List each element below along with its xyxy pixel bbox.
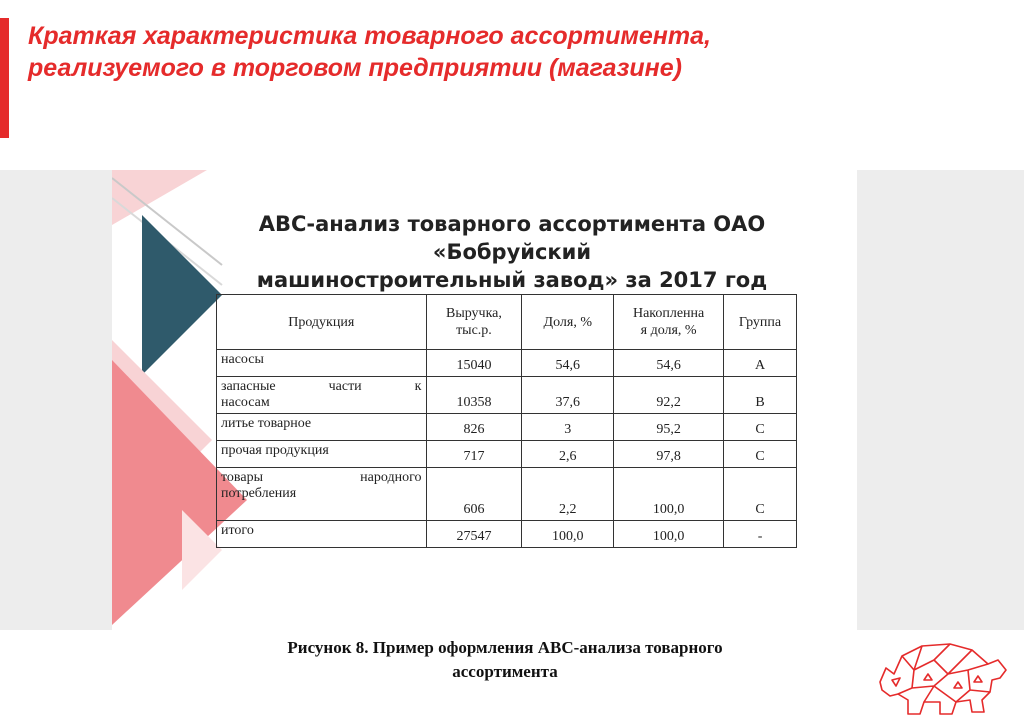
cell-product: итого <box>217 521 427 548</box>
triangle-teal <box>142 215 222 375</box>
cell-group: С <box>724 468 797 521</box>
background-band-right <box>857 170 1024 630</box>
cell-share: 37,6 <box>522 377 614 414</box>
cell-revenue: 826 <box>426 414 522 441</box>
cell-group: С <box>724 414 797 441</box>
header-share: Доля, % <box>522 295 614 350</box>
cell-group: А <box>724 350 797 377</box>
header-cumulative-line-1: Накопленна <box>632 306 705 321</box>
cell-revenue: 27547 <box>426 521 522 548</box>
cell-group: - <box>724 521 797 548</box>
cell-cumulative: 97,8 <box>614 441 724 468</box>
header-cumulative-line-2: я доля, % <box>640 323 697 338</box>
table-row <box>217 468 797 521</box>
table-row <box>217 441 797 468</box>
cell-product <box>217 468 427 521</box>
abc-table <box>216 294 797 548</box>
cell-product-line-1: товары народного <box>221 470 422 485</box>
cell-share: 100,0 <box>522 521 614 548</box>
figure-title <box>212 210 812 294</box>
header-revenue-line-1: Выручка, <box>445 306 502 321</box>
slide-title <box>28 20 988 84</box>
cell-share: 2,2 <box>522 468 614 521</box>
abc-analysis-figure <box>112 170 857 630</box>
slide-title-line-2: реализуемого в торговом предприятии (магазине) <box>28 54 682 82</box>
cell-product-line-2: потребления <box>221 486 297 501</box>
cell-cumulative: 92,2 <box>614 377 724 414</box>
cell-share: 2,6 <box>522 441 614 468</box>
figure-title-line-1: АВС-анализ товарного ассортимента ОАО «Бобруйский <box>258 212 766 264</box>
accent-bar <box>0 18 9 138</box>
table-row <box>217 350 797 377</box>
header-product: Продукция <box>217 295 427 350</box>
cell-share: 3 <box>522 414 614 441</box>
cell-cumulative: 54,6 <box>614 350 724 377</box>
caption-line-1: Рисунок 8. Пример оформления АВС-анализа товарного <box>287 638 723 657</box>
cell-group: С <box>724 441 797 468</box>
cell-product: литье товарное <box>217 414 427 441</box>
cell-cumulative: 100,0 <box>614 468 724 521</box>
cell-revenue: 606 <box>426 468 522 521</box>
cell-revenue: 10358 <box>426 377 522 414</box>
cell-share: 54,6 <box>522 350 614 377</box>
header-revenue-line-2: тыс.р. <box>456 323 492 338</box>
table-row <box>217 414 797 441</box>
figure-title-line-2: машиностроительный завод» за 2017 год <box>256 268 768 292</box>
rhinoceros-logo-icon <box>872 630 1014 718</box>
cell-revenue: 15040 <box>426 350 522 377</box>
cell-cumulative: 100,0 <box>614 521 724 548</box>
slide-title-line-1: Краткая характеристика товарного ассортимента, <box>28 22 711 50</box>
header-group: Группа <box>724 295 797 350</box>
header-cumulative <box>614 295 724 350</box>
table-row <box>217 521 797 548</box>
header-revenue <box>426 295 522 350</box>
cell-product: насосы <box>217 350 427 377</box>
cell-product: прочая продукция <box>217 441 427 468</box>
table-header-row <box>217 295 797 350</box>
cell-group: В <box>724 377 797 414</box>
caption-line-2: ассортимента <box>452 662 558 681</box>
background-band-left <box>0 170 112 630</box>
cell-product-line-2: насосам <box>221 395 270 410</box>
cell-product <box>217 377 427 414</box>
table-row <box>217 377 797 414</box>
cell-revenue: 717 <box>426 441 522 468</box>
cell-product-line-1: запасные части к <box>221 379 422 394</box>
figure-caption <box>200 636 810 684</box>
cell-cumulative: 95,2 <box>614 414 724 441</box>
